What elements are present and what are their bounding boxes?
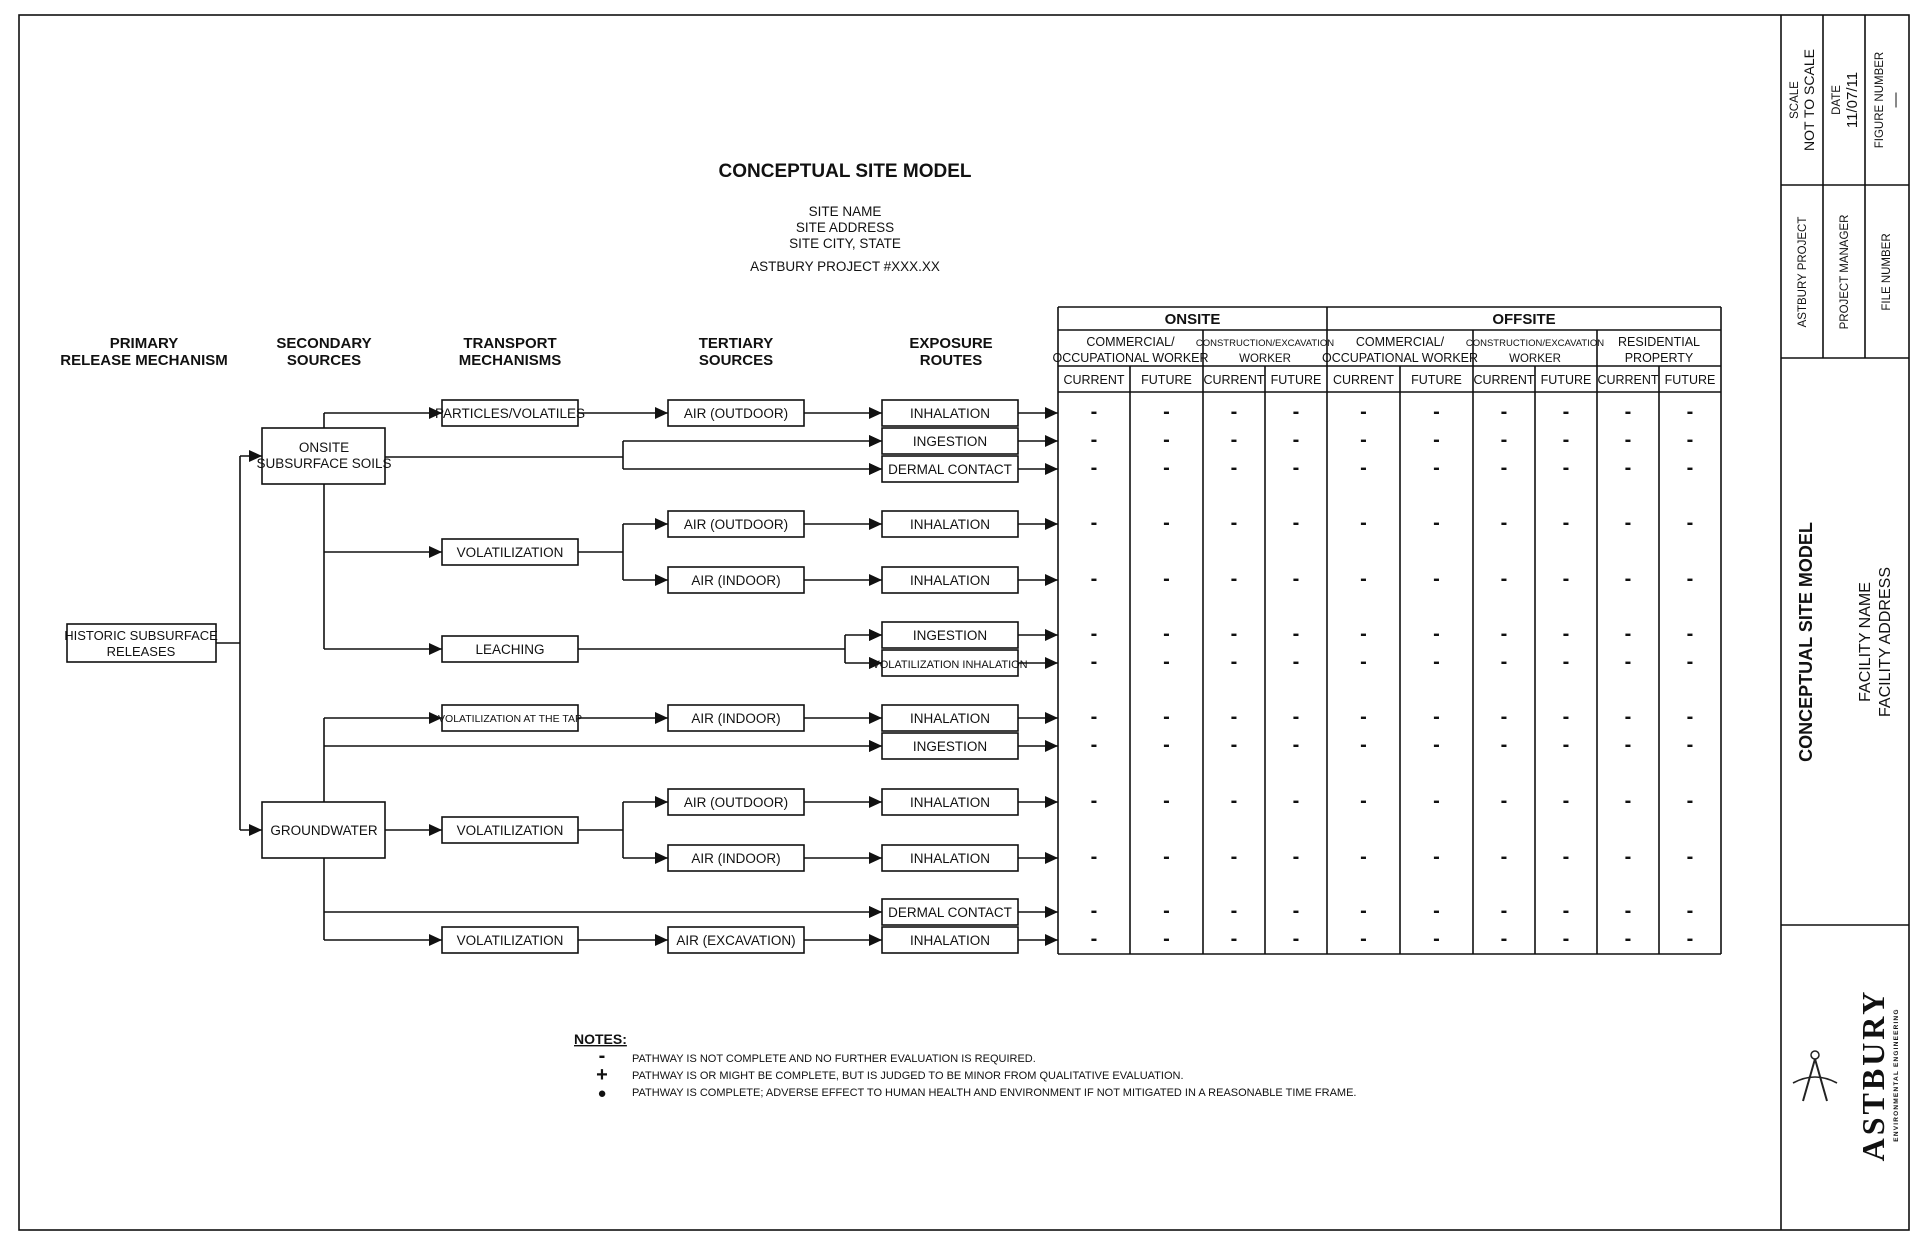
receptor-header: OCCUPATIONAL WORKER bbox=[1052, 351, 1209, 365]
leaching-box bbox=[442, 636, 578, 662]
pathway-cell: - bbox=[1292, 706, 1300, 728]
air-outdoor-box bbox=[668, 400, 804, 426]
receptor-header: WORKER bbox=[1509, 353, 1561, 365]
particles-volatiles-box bbox=[435, 400, 585, 426]
svg-text:ROUTES: ROUTES bbox=[919, 352, 983, 369]
pathway-cell: - bbox=[1562, 651, 1570, 673]
exposure-route-box bbox=[882, 567, 1058, 593]
pathway-cell: - bbox=[1686, 734, 1694, 756]
pathway-cell: - bbox=[1624, 928, 1632, 950]
pathway-cell: - bbox=[1090, 568, 1098, 590]
pathway-cell: - bbox=[1230, 651, 1238, 673]
pathway-cell: - bbox=[1562, 512, 1570, 534]
pathway-cell: - bbox=[1433, 623, 1440, 645]
exposure-route-label: INHALATION bbox=[909, 517, 991, 532]
pathway-cell: - bbox=[1090, 928, 1098, 950]
receptor-header: COMMERCIAL/ bbox=[1086, 335, 1175, 349]
arrowhead-icon bbox=[869, 906, 882, 918]
pathway-cell: - bbox=[1090, 401, 1098, 423]
pathway-cell: - bbox=[1433, 928, 1440, 950]
timeframe-header: FUTURE bbox=[1664, 373, 1716, 387]
arrowhead-icon bbox=[429, 546, 442, 558]
pathway-cell: - bbox=[1686, 429, 1694, 451]
pathway-cell: - bbox=[1163, 900, 1170, 922]
pathway-cell: - bbox=[1360, 790, 1367, 812]
receptor-header: PROPERTY bbox=[1624, 351, 1694, 365]
arrowhead-icon bbox=[429, 643, 442, 655]
receptor-header: RESIDENTIAL bbox=[1618, 335, 1700, 349]
pathway-cell: - bbox=[1562, 846, 1570, 868]
pathway-cell: - bbox=[1163, 790, 1170, 812]
pathway-cell: - bbox=[1562, 401, 1570, 423]
svg-text:SCALE: SCALE bbox=[1789, 81, 1801, 119]
svg-text:RELEASES: RELEASES bbox=[106, 644, 176, 659]
exposure-route-box bbox=[882, 456, 1058, 482]
pathway-cell: - bbox=[1624, 568, 1632, 590]
svg-text:AIR (OUTDOOR): AIR (OUTDOOR) bbox=[683, 406, 789, 421]
logo-subtext: ENVIRONMENTAL ENGINEERING bbox=[1893, 1008, 1900, 1142]
pathway-cell: - bbox=[1433, 429, 1440, 451]
exposure-route-label: INHALATION bbox=[909, 573, 991, 588]
pathway-cell: - bbox=[1686, 706, 1694, 728]
exposure-route-box bbox=[882, 899, 1058, 925]
exposure-route-box bbox=[882, 789, 1058, 815]
pathway-cell: - bbox=[1624, 623, 1632, 645]
pathway-cell: - bbox=[1500, 568, 1508, 590]
volatilization-box bbox=[442, 817, 578, 843]
svg-text:LEACHING: LEACHING bbox=[475, 642, 545, 657]
site-city: SITE CITY, STATE bbox=[789, 236, 901, 251]
notes-heading: NOTES: bbox=[574, 1031, 627, 1047]
arrowhead-icon bbox=[869, 435, 882, 447]
exposure-route-label: INHALATION bbox=[909, 933, 991, 948]
pathway-cell: - bbox=[1433, 568, 1440, 590]
pathway-cell: - bbox=[1090, 457, 1098, 479]
receptor-header: CONSTRUCTION/EXCAVATION bbox=[1465, 338, 1605, 349]
pathway-cell: - bbox=[1230, 512, 1238, 534]
svg-text:SUBSURFACE SOILS: SUBSURFACE SOILS bbox=[256, 456, 392, 471]
pathway-cell: - bbox=[1433, 706, 1440, 728]
svg-text:VOLATILIZATION AT THE TAP: VOLATILIZATION AT THE TAP bbox=[438, 713, 582, 725]
note-text: PATHWAY IS COMPLETE; ADVERSE EFFECT TO HUMAN HEALTH AND ENVIRONMENT IF NOT MITIGATED IN A REASONABLE TIME FRAME. bbox=[632, 1087, 1357, 1099]
pathway-cell: - bbox=[1163, 706, 1170, 728]
pathway-cell: - bbox=[1292, 401, 1300, 423]
timeframe-header: FUTURE bbox=[1270, 373, 1322, 387]
air-indoor-box bbox=[668, 567, 804, 593]
pathway-cell: - bbox=[1360, 846, 1367, 868]
pathway-cell: - bbox=[1230, 568, 1238, 590]
pathway-cell: - bbox=[1686, 568, 1694, 590]
pathway-cell: - bbox=[1090, 734, 1098, 756]
pathway-cell: - bbox=[1163, 568, 1170, 590]
pathway-cell: - bbox=[1433, 790, 1440, 812]
pathway-cell: - bbox=[1500, 900, 1508, 922]
pathway-cell: - bbox=[1230, 900, 1238, 922]
pathway-cell: - bbox=[1090, 706, 1098, 728]
pathway-cell: - bbox=[1360, 429, 1367, 451]
pathway-cell: - bbox=[1230, 706, 1238, 728]
pathway-cell: - bbox=[1562, 734, 1570, 756]
timeframe-header: CURRENT bbox=[1597, 373, 1659, 387]
pathway-cell: - bbox=[1292, 790, 1300, 812]
pathway-cell: - bbox=[1230, 401, 1238, 423]
svg-text:AIR (INDOOR): AIR (INDOOR) bbox=[691, 573, 781, 588]
air-outdoor-box bbox=[668, 789, 804, 815]
pathway-cell: - bbox=[1562, 900, 1570, 922]
pathway-cell: - bbox=[1230, 734, 1238, 756]
pathway-cell: - bbox=[1230, 846, 1238, 868]
exposure-route-box bbox=[882, 845, 1058, 871]
arrowhead-icon bbox=[429, 934, 442, 946]
column-header-exposure bbox=[909, 335, 992, 369]
arrowhead-icon bbox=[655, 852, 668, 864]
pathway-cell: - bbox=[1292, 568, 1300, 590]
pathway-cell: - bbox=[1360, 900, 1367, 922]
pathway-cell: - bbox=[1090, 900, 1098, 922]
pathway-cell: - bbox=[1360, 512, 1367, 534]
timeframe-header: CURRENT bbox=[1332, 373, 1395, 387]
pathway-cell: - bbox=[1433, 457, 1440, 479]
pathway-cell: - bbox=[1090, 429, 1098, 451]
primary-release-box bbox=[64, 624, 218, 662]
pathway-cell: - bbox=[1624, 429, 1632, 451]
exposure-route-label: INGESTION bbox=[912, 434, 988, 449]
receptor-header: OCCUPATIONAL WORKER bbox=[1321, 351, 1479, 365]
pathway-cell: - bbox=[1562, 790, 1570, 812]
svg-text:AIR (OUTDOOR): AIR (OUTDOOR) bbox=[683, 517, 789, 532]
exposure-route-label: INHALATION bbox=[909, 851, 991, 866]
arrowhead-icon bbox=[655, 574, 668, 586]
column-header-primary bbox=[60, 335, 228, 369]
pathway-cell: - bbox=[1292, 900, 1300, 922]
pathway-cell: - bbox=[1230, 623, 1238, 645]
title-block-scale bbox=[1789, 49, 1817, 151]
timeframe-header: CURRENT bbox=[1063, 373, 1125, 387]
exposure-route-label: VOLATILIZATION INHALATION bbox=[872, 659, 1028, 671]
air-excavation-box bbox=[668, 927, 804, 953]
exposure-route-box bbox=[882, 428, 1058, 454]
pathway-cell: - bbox=[1163, 429, 1170, 451]
svg-text:DATE: DATE bbox=[1831, 85, 1843, 115]
pathway-cell: - bbox=[1562, 568, 1570, 590]
pathway-cell: - bbox=[1686, 846, 1694, 868]
pathway-cell: - bbox=[1624, 734, 1632, 756]
compass-logo-icon bbox=[1793, 1051, 1837, 1101]
pathway-cell: - bbox=[1360, 457, 1367, 479]
exposure-route-box bbox=[882, 400, 1058, 426]
pathway-cell: - bbox=[1292, 457, 1300, 479]
pathway-cell: - bbox=[1230, 790, 1238, 812]
svg-text:MECHANISMS: MECHANISMS bbox=[458, 352, 562, 369]
volatilization-box bbox=[442, 539, 578, 565]
pathway-cell: - bbox=[1163, 457, 1170, 479]
pathway-cell: - bbox=[1624, 512, 1632, 534]
exposure-route-box bbox=[882, 622, 1058, 648]
pathway-cell: - bbox=[1624, 790, 1632, 812]
pathway-cell: - bbox=[1624, 706, 1632, 728]
exposure-route-label: INHALATION bbox=[909, 795, 991, 810]
pathway-cell: - bbox=[1292, 623, 1300, 645]
svg-text:SECONDARY: SECONDARY bbox=[276, 335, 372, 352]
pathway-cell: - bbox=[1500, 512, 1508, 534]
pathway-cell: - bbox=[1686, 457, 1694, 479]
pathway-cell: - bbox=[1292, 651, 1300, 673]
column-header-transport bbox=[459, 335, 562, 369]
svg-text:AIR (INDOOR): AIR (INDOOR) bbox=[691, 851, 781, 866]
pathway-cell: - bbox=[1163, 651, 1170, 673]
exposure-route-label: DERMAL CONTACT bbox=[888, 905, 1012, 920]
exposure-route-label: DERMAL CONTACT bbox=[888, 462, 1012, 477]
pathway-cell: - bbox=[1433, 846, 1440, 868]
arrowhead-icon bbox=[869, 407, 882, 419]
svg-text:SOURCES: SOURCES bbox=[286, 352, 362, 369]
page-title: CONCEPTUAL SITE MODEL bbox=[718, 161, 972, 182]
timeframe-header: FUTURE bbox=[1411, 373, 1462, 387]
exposure-routes bbox=[872, 400, 1058, 953]
svg-text:GROUNDWATER: GROUNDWATER bbox=[270, 823, 378, 838]
arrowhead-icon bbox=[869, 740, 882, 752]
title-block-drawing-title: CONCEPTUAL SITE MODEL bbox=[1796, 522, 1816, 762]
pathway-cell: - bbox=[1624, 401, 1632, 423]
svg-text:VOLATILIZATION: VOLATILIZATION bbox=[456, 933, 564, 948]
pathway-cell: - bbox=[1163, 928, 1170, 950]
arrowhead-icon bbox=[429, 824, 442, 836]
pathway-cell: - bbox=[1624, 900, 1632, 922]
pathway-cell: - bbox=[1500, 429, 1508, 451]
svg-text:TERTIARY: TERTIARY bbox=[698, 335, 774, 352]
pathway-cell: - bbox=[1090, 623, 1098, 645]
exposure-route-label: INHALATION bbox=[909, 406, 991, 421]
receptor-header: WORKER bbox=[1239, 353, 1291, 365]
pathway-cell: - bbox=[1686, 651, 1694, 673]
pathway-cell: - bbox=[1562, 928, 1570, 950]
pathway-cell: - bbox=[1433, 401, 1440, 423]
groundwater-box bbox=[262, 802, 385, 858]
svg-text:VOLATILIZATION: VOLATILIZATION bbox=[456, 545, 564, 560]
arrowhead-icon bbox=[869, 463, 882, 475]
arrowhead-icon bbox=[655, 712, 668, 724]
pathway-cell: - bbox=[1686, 512, 1694, 534]
pathway-cell: - bbox=[1500, 790, 1508, 812]
pathway-cell: - bbox=[1500, 846, 1508, 868]
svg-text:FIGURE NUMBER: FIGURE NUMBER bbox=[1874, 51, 1886, 149]
title-block-file: FILE NUMBER bbox=[1881, 233, 1893, 311]
arrowhead-icon bbox=[655, 934, 668, 946]
pathway-cell: - bbox=[1360, 623, 1367, 645]
pathway-cell: - bbox=[1624, 651, 1632, 673]
exposure-route-box bbox=[882, 511, 1058, 537]
column-header-secondary bbox=[276, 335, 371, 369]
note-text: PATHWAY IS NOT COMPLETE AND NO FURTHER EVALUATION IS REQUIRED. bbox=[632, 1053, 1036, 1065]
column-header-tertiary bbox=[699, 335, 773, 369]
pathway-cell: - bbox=[1163, 734, 1170, 756]
pathway-cell: - bbox=[1433, 651, 1440, 673]
svg-text:EXPOSURE: EXPOSURE bbox=[909, 335, 993, 352]
timeframe-header: CURRENT bbox=[1473, 373, 1535, 387]
volatilization-box bbox=[442, 927, 578, 953]
pathway-cell: - bbox=[1360, 568, 1367, 590]
group-header-onsite: ONSITE bbox=[1164, 311, 1221, 328]
arrowhead-icon bbox=[869, 712, 882, 724]
arrowhead-icon bbox=[869, 574, 882, 586]
pathway-cell: - bbox=[1292, 734, 1300, 756]
pathway-cell: - bbox=[1433, 734, 1440, 756]
pathway-cell: - bbox=[1163, 401, 1170, 423]
exposure-route-box bbox=[882, 733, 1058, 759]
astbury-logo bbox=[1793, 989, 1900, 1162]
pathway-cell: - bbox=[1230, 429, 1238, 451]
svg-text:11/07/11: 11/07/11 bbox=[1844, 71, 1861, 129]
title-block-figure bbox=[1874, 52, 1904, 148]
exposure-route-label: INHALATION bbox=[909, 711, 991, 726]
arrowhead-icon bbox=[869, 934, 882, 946]
pathway-cell: - bbox=[1360, 928, 1367, 950]
pathway-cell: - bbox=[1686, 790, 1694, 812]
arrowhead-icon bbox=[655, 796, 668, 808]
pathway-cell: - bbox=[1292, 928, 1300, 950]
arrowhead-icon bbox=[249, 824, 262, 836]
arrowhead-icon bbox=[869, 852, 882, 864]
svg-text:PARTICLES/VOLATILES: PARTICLES/VOLATILES bbox=[434, 406, 586, 421]
volatilization-at-tap-box bbox=[438, 705, 582, 731]
svg-text:AIR (OUTDOOR): AIR (OUTDOOR) bbox=[683, 795, 789, 810]
pathway-cell: - bbox=[1163, 623, 1170, 645]
arrowhead-icon bbox=[869, 796, 882, 808]
pathway-cell: - bbox=[1500, 457, 1508, 479]
exposure-route-box bbox=[882, 705, 1058, 731]
title-block-facility-name: FACILITY NAME bbox=[1857, 582, 1874, 702]
pathway-cell: - bbox=[1686, 623, 1694, 645]
air-outdoor-box bbox=[668, 511, 804, 537]
arrowhead-icon bbox=[655, 407, 668, 419]
pathway-cell: - bbox=[1686, 928, 1694, 950]
air-indoor-box bbox=[668, 705, 804, 731]
pathway-cell: - bbox=[1292, 429, 1300, 451]
pathway-cell: - bbox=[1562, 623, 1570, 645]
pathway-cell: - bbox=[1360, 734, 1367, 756]
pathway-cell: - bbox=[1163, 846, 1170, 868]
logo-text: ASTBURY bbox=[1855, 988, 1891, 1162]
project-number: ASTBURY PROJECT #XXX.XX bbox=[750, 259, 940, 274]
pathway-cell: - bbox=[1500, 734, 1508, 756]
arrowhead-icon bbox=[869, 629, 882, 641]
pathway-cell: - bbox=[1230, 457, 1238, 479]
pathway-cell: - bbox=[1433, 900, 1440, 922]
svg-text:AIR (INDOOR): AIR (INDOOR) bbox=[691, 711, 781, 726]
pathway-cell: - bbox=[1686, 900, 1694, 922]
note-symbol-dot: ● bbox=[597, 1085, 607, 1102]
timeframe-header: CURRENT bbox=[1203, 373, 1265, 387]
exposure-route-label: INGESTION bbox=[912, 739, 988, 754]
group-header-offsite: OFFSITE bbox=[1492, 311, 1556, 328]
svg-text:PRIMARY: PRIMARY bbox=[109, 335, 179, 352]
pathway-cell: - bbox=[1090, 651, 1098, 673]
pathway-cell: - bbox=[1360, 706, 1367, 728]
svg-text:SOURCES: SOURCES bbox=[698, 352, 774, 369]
note-symbol-plus: + bbox=[596, 1064, 608, 1086]
receptor-header: CONSTRUCTION/EXCAVATION bbox=[1195, 338, 1335, 349]
pathway-cell: - bbox=[1686, 401, 1694, 423]
svg-text:—: — bbox=[1887, 92, 1904, 108]
air-indoor-box bbox=[668, 845, 804, 871]
receptor-header: COMMERCIAL/ bbox=[1355, 335, 1445, 349]
note-symbol-minus: - bbox=[598, 1045, 606, 1067]
pathway-cell: - bbox=[1230, 928, 1238, 950]
pathway-cell: - bbox=[1500, 928, 1508, 950]
receptor-table bbox=[1052, 307, 1721, 954]
site-name: SITE NAME bbox=[808, 204, 882, 219]
exposure-route-box bbox=[882, 927, 1058, 953]
arrowhead-icon bbox=[655, 518, 668, 530]
pathway-cell: - bbox=[1562, 429, 1570, 451]
timeframe-header: FUTURE bbox=[1141, 373, 1192, 387]
pathway-cell: - bbox=[1500, 651, 1508, 673]
pathway-cell: - bbox=[1090, 790, 1098, 812]
pathway-cell: - bbox=[1500, 623, 1508, 645]
pathway-cell: - bbox=[1090, 846, 1098, 868]
pathway-cell: - bbox=[1562, 457, 1570, 479]
exposure-route-box bbox=[872, 650, 1058, 676]
pathway-cell: - bbox=[1292, 512, 1300, 534]
svg-text:TRANSPORT: TRANSPORT bbox=[463, 335, 557, 352]
arrowhead-icon bbox=[869, 518, 882, 530]
onsite-subsurface-soils-box bbox=[256, 428, 391, 484]
pathway-cell: - bbox=[1624, 457, 1632, 479]
pathway-cell: - bbox=[1500, 401, 1508, 423]
pathway-cell: - bbox=[1624, 846, 1632, 868]
pathway-cell: - bbox=[1163, 512, 1170, 534]
svg-text:HISTORIC SUBSURFACE: HISTORIC SUBSURFACE bbox=[64, 628, 218, 643]
timeframe-header: FUTURE bbox=[1540, 373, 1592, 387]
title-block-manager: PROJECT MANAGER bbox=[1839, 214, 1851, 330]
pathway-cell: - bbox=[1562, 706, 1570, 728]
pathway-cell: - bbox=[1292, 846, 1300, 868]
svg-text:NOT TO SCALE: NOT TO SCALE bbox=[1801, 49, 1817, 151]
pathway-cell: - bbox=[1360, 401, 1367, 423]
pathway-cell: - bbox=[1360, 651, 1367, 673]
exposure-route-label: INGESTION bbox=[912, 628, 988, 643]
pathway-cell: - bbox=[1500, 706, 1508, 728]
pathway-cell: - bbox=[1090, 512, 1098, 534]
notes bbox=[574, 1031, 1357, 1102]
pathway-cell: - bbox=[1433, 512, 1440, 534]
site-address: SITE ADDRESS bbox=[795, 220, 895, 235]
svg-text:AIR (EXCAVATION): AIR (EXCAVATION) bbox=[676, 933, 796, 948]
title-block-facility-address: FACILITY ADDRESS bbox=[1877, 567, 1894, 717]
title-block-date bbox=[1831, 72, 1861, 128]
svg-text:RELEASE MECHANISM: RELEASE MECHANISM bbox=[60, 352, 228, 369]
title-block-project: ASTBURY PROJECT bbox=[1797, 216, 1809, 328]
note-text: PATHWAY IS OR MIGHT BE COMPLETE, BUT IS JUDGED TO BE MINOR FROM QUALITATIVE EVALUATION. bbox=[632, 1070, 1184, 1082]
svg-text:VOLATILIZATION: VOLATILIZATION bbox=[456, 823, 564, 838]
svg-text:ONSITE: ONSITE bbox=[298, 440, 350, 455]
